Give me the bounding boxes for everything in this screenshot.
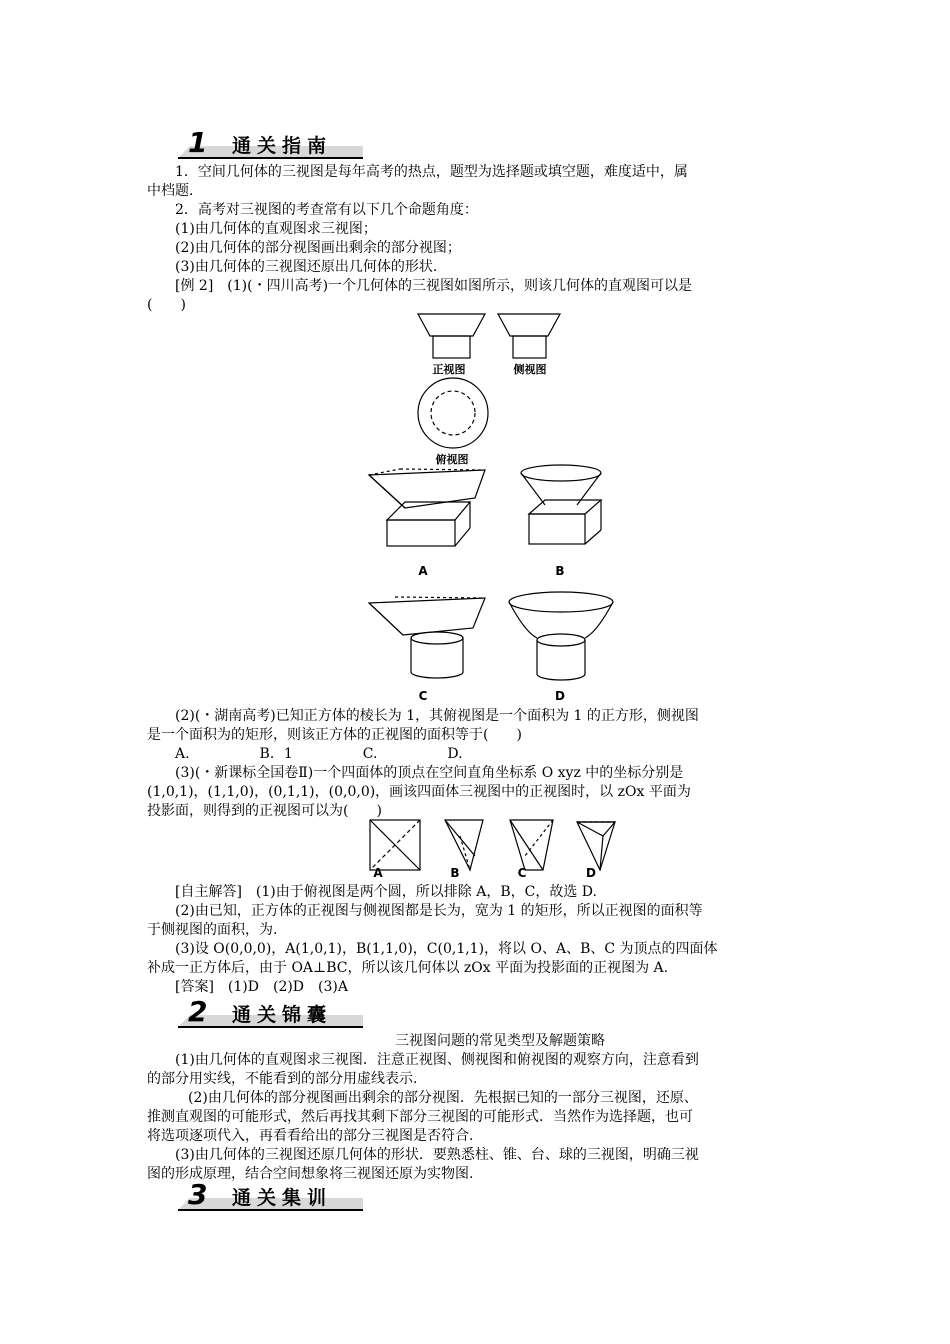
projection-b-drawing xyxy=(445,820,483,870)
guide-item-2: (2)由几何体的部分视图画出剩余的部分视图； xyxy=(175,240,461,256)
fig1-label-a: A xyxy=(418,564,428,578)
example-q1-line2: ( ) xyxy=(147,297,186,313)
projection-d-drawing xyxy=(577,822,615,870)
banner-title: 通关锦囊 xyxy=(232,1004,333,1026)
example-q3-line1: (3)(・新课标全国卷Ⅱ)一个四面体的顶点在空间直角坐标系 O xyz 中的坐标分别是 xyxy=(175,765,684,781)
guide-item-1: (1)由几何体的直观图求三视图； xyxy=(175,221,377,237)
solution-s2-line1: (2)由已知，正方体的正视图与侧视图都是长为，宽为 1 的矩形，所以正视图的面积等 xyxy=(175,903,703,919)
section-banner-2 xyxy=(178,997,363,1029)
projection-a-drawing xyxy=(370,820,420,870)
front-view-drawing xyxy=(418,314,485,358)
fig3-label-b: B xyxy=(450,866,460,880)
answer-line: [答案] (1)D (2)D (3)A xyxy=(175,979,348,995)
banner-title: 通关集训 xyxy=(232,1187,333,1209)
banner-number: 2 xyxy=(188,995,208,1028)
tips-t1-line1: (1)由几何体的直观图求三视图．注意正视图、侧视图和俯视图的观察方向，注意看到 xyxy=(175,1052,699,1068)
tips-t2-line1: (2)由几何体的部分视图画出剩余的部分视图．先根据已知的一部分三视图，还原、 xyxy=(188,1090,698,1106)
banner-title: 通关指南 xyxy=(232,135,333,157)
solution-s2-line2: 于侧视图的面积，为. xyxy=(147,922,278,938)
example-q3-line2: (1,0,1)，(1,1,0)，(0,1,1)，(0,0,0)，画该四面体三视图中的正视图时，以 zOx 平面为 xyxy=(147,784,691,800)
fig3-label-a: A xyxy=(373,866,383,880)
banner-number: 3 xyxy=(188,1178,208,1211)
three-view-figure xyxy=(355,310,615,710)
section-banner-1 xyxy=(178,128,363,160)
section-banner-3 xyxy=(178,1180,363,1212)
side-view-caption: 侧视图 xyxy=(513,363,547,376)
tips-t3-line2: 图的形成原理，结合空间想象将三视图还原为实物图. xyxy=(147,1166,474,1182)
example-q1-line1: [例 2] (1)(・四川高考)一个几何体的三视图如图所示，则该几何体的直观图可以是 xyxy=(175,278,693,294)
fig3-label-c: C xyxy=(517,866,527,880)
guide-p2-line1: 2．高考对三视图的考查常有以下几个命题角度： xyxy=(175,202,478,218)
banner-number: 1 xyxy=(188,126,208,159)
option-c-drawing xyxy=(369,597,485,678)
tips-t1-line2: 的部分用实线，不能看到的部分用虚线表示. xyxy=(147,1071,418,1087)
tips-t2-line2: 推测直观图的可能形式，然后再找其剩下部分三视图的可能形式．当然作为选择题，也可 xyxy=(147,1109,693,1125)
tips-t2-line3: 将选项逐项代入，再看看给出的部分三视图是否符合. xyxy=(147,1128,474,1144)
guide-p1-line1: 1．空间几何体的三视图是每年高考的热点，题型为选择题或填空题，难度适中，属 xyxy=(175,164,688,180)
option-b-drawing xyxy=(521,465,601,544)
side-view-drawing xyxy=(498,314,560,358)
option-a-drawing xyxy=(369,469,485,546)
tips-heading: 三视图问题的常见类型及解题策略 xyxy=(395,1033,605,1049)
top-view-caption: 俯视图 xyxy=(435,453,469,466)
fig1-label-d: D xyxy=(555,689,565,703)
example-q2-line1: (2)(・湖南高考)已知正方体的棱长为 1，其俯视图是一个面积为 1 的正方形，侧视图 xyxy=(175,708,699,724)
option-d-drawing xyxy=(509,592,613,680)
projection-c-drawing xyxy=(510,820,553,870)
front-view-caption: 正视图 xyxy=(432,363,466,376)
fig1-label-c: C xyxy=(418,689,428,703)
solution-s3-line2: 补成一正方体后，由于 OA⊥BC，所以该几何体以 zOx 平面为投影面的正视图为 A. xyxy=(147,960,669,976)
guide-p1-line2: 中档题. xyxy=(147,183,194,199)
example-q2-line2: 是一个面积为的矩形，则该正方体的正视图的面积等于( ) xyxy=(147,727,522,743)
fig1-label-b: B xyxy=(555,564,565,578)
fig3-label-d: D xyxy=(586,866,596,880)
solution-s3-line1: (3)设 O(0,0,0)，A(1,0,1)，B(1,1,0)，C(0,1,1)，将以 O、A、B、C 为顶点的四面体 xyxy=(175,941,718,957)
guide-item-3: (3)由几何体的三视图还原出几何体的形状. xyxy=(175,259,438,275)
example-q2-options: A. B．1 C. D. xyxy=(175,746,463,762)
example-q3-line3: 投影面，则得到的正视图可以为( ) xyxy=(147,803,382,819)
top-view-drawing xyxy=(418,378,488,448)
solution-line-1: [自主解答] (1)由于俯视图是两个圆，所以排除 A，B，C，故选 D. xyxy=(175,884,597,900)
tips-t3-line1: (3)由几何体的三视图还原几何体的形状．要熟悉柱、锥、台、球的三视图，明确三视 xyxy=(175,1147,699,1163)
